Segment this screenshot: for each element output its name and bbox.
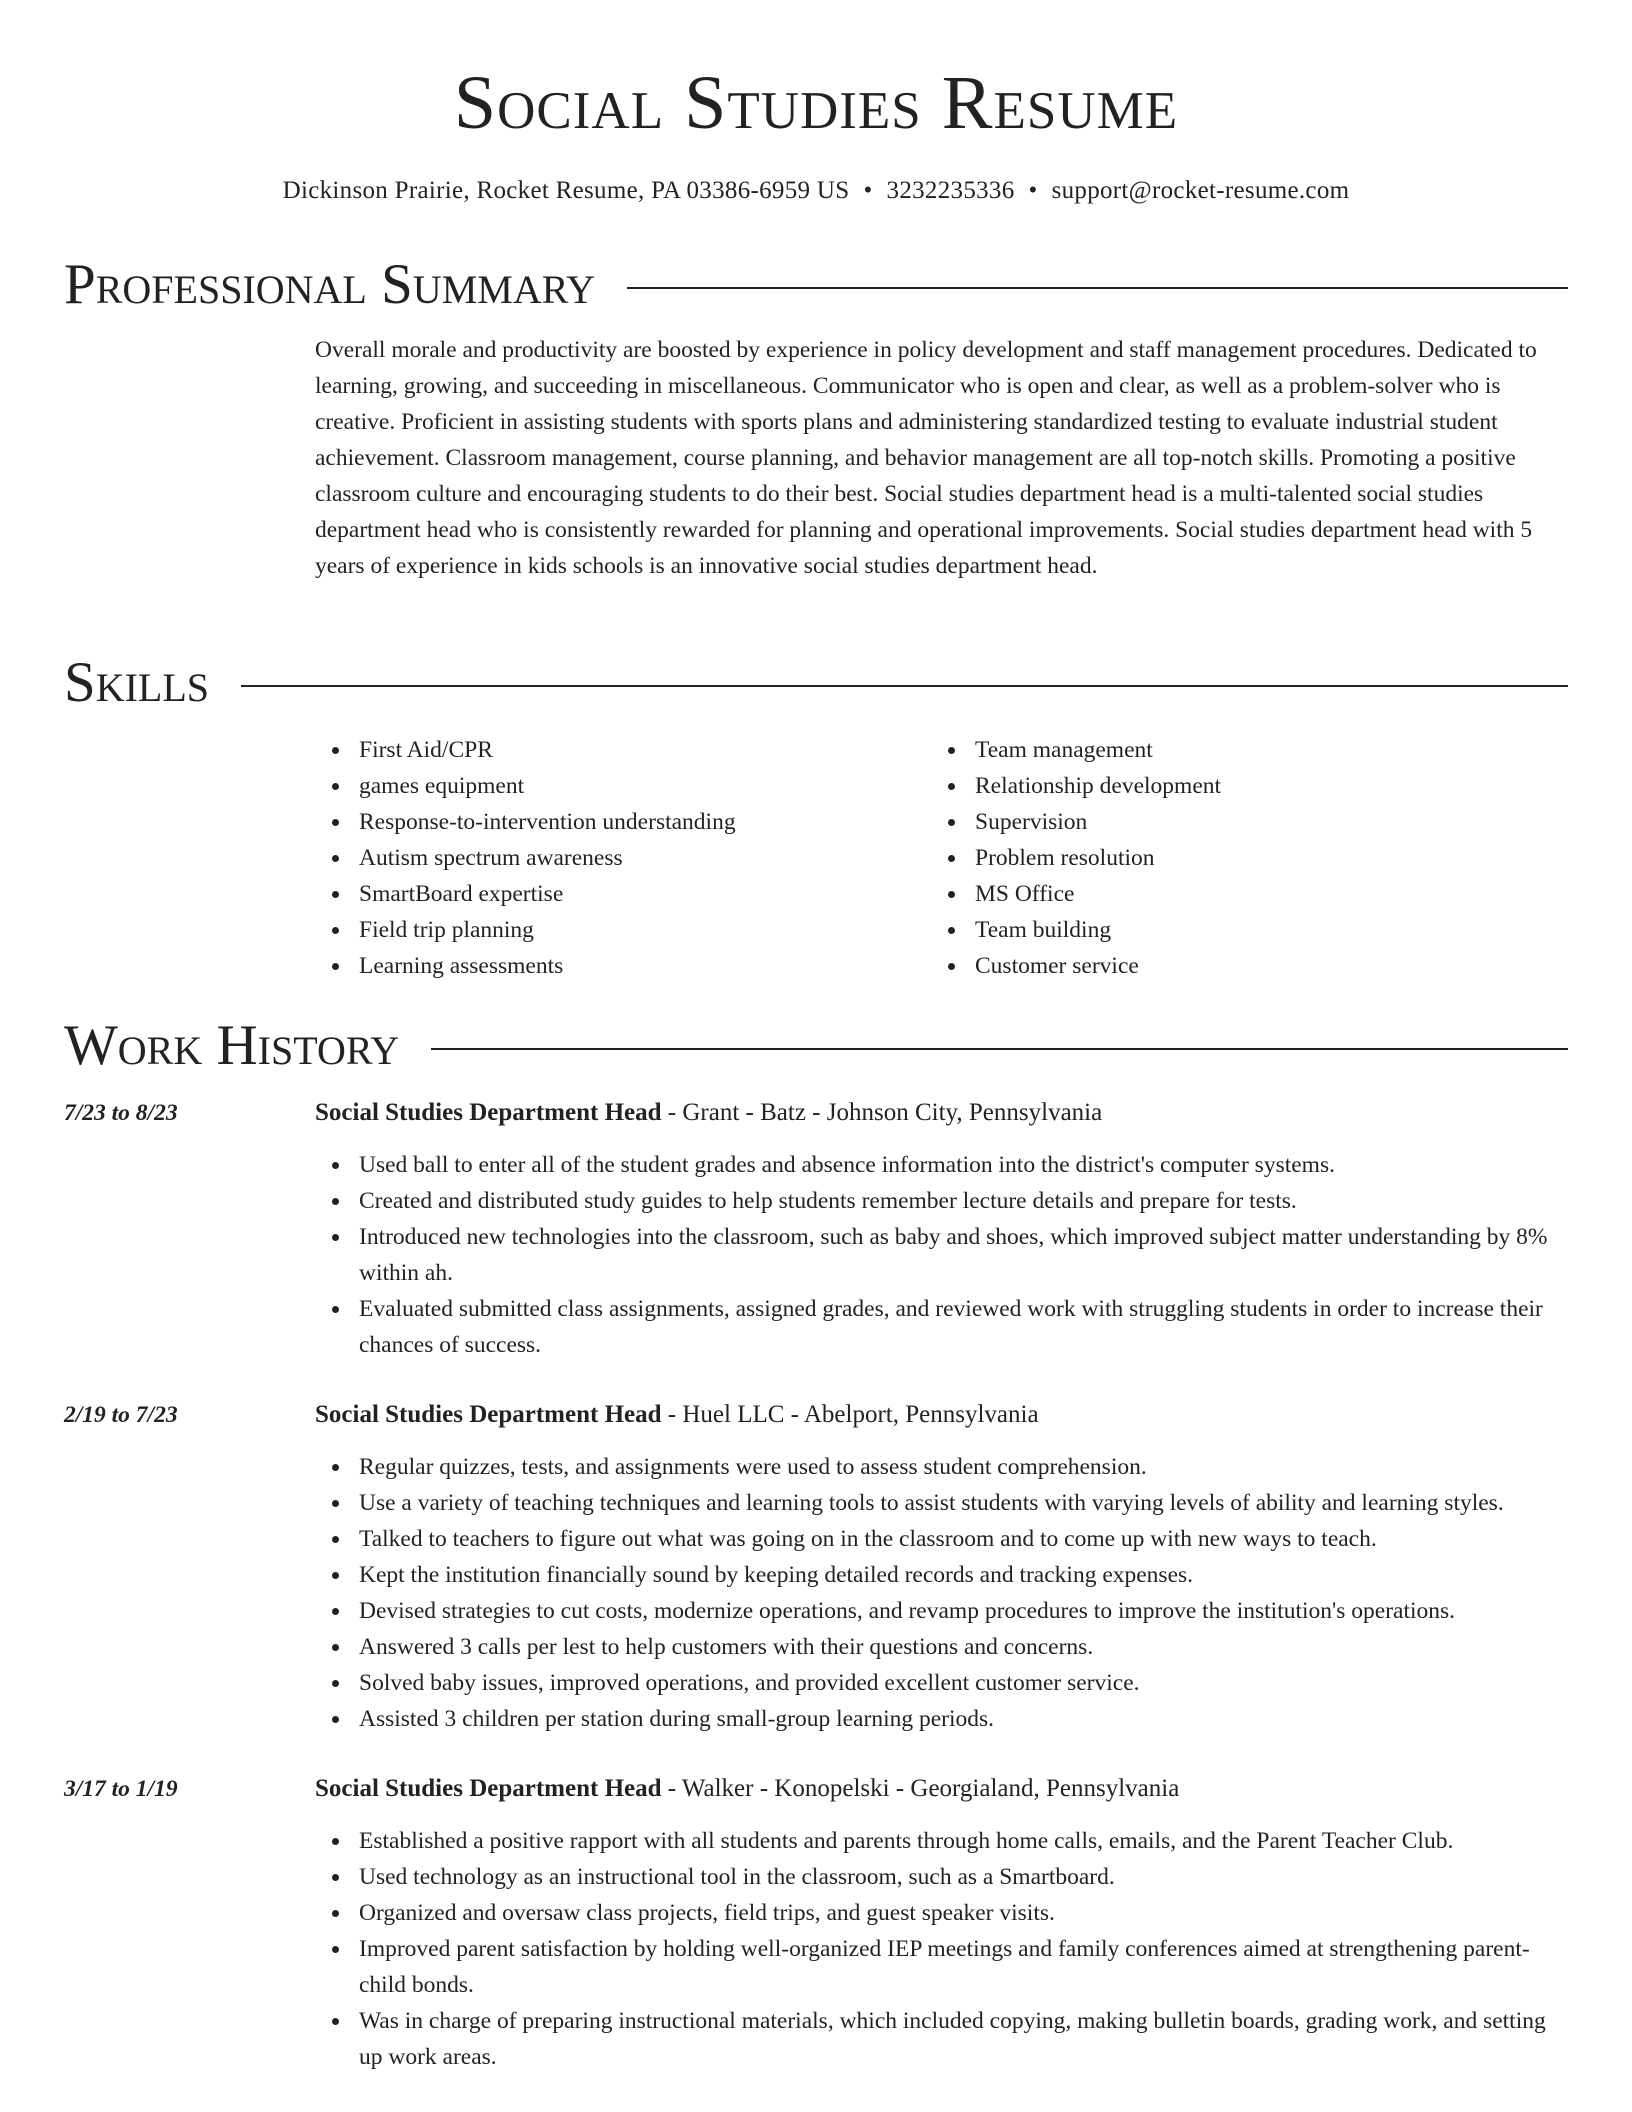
job-entry bbox=[64, 1397, 1568, 1737]
job-bullet: Created and distributed study guides to help students remember lecture details and prepare for tests. bbox=[315, 1183, 1568, 1219]
job-entry bbox=[64, 1095, 1568, 1363]
job-bullet: Devised strategies to cut costs, modernize operations, and revamp procedures to improve the institution's operations. bbox=[315, 1593, 1568, 1629]
contact-separator: • bbox=[1028, 177, 1038, 204]
job-dates: 3/17 to 1/19 bbox=[64, 1776, 178, 1802]
contact-email: support@rocket-resume.com bbox=[1051, 177, 1350, 204]
skill-item: Team building bbox=[931, 912, 1547, 948]
contact-address: Dickinson Prairie, Rocket Resume, PA 03386-6959 US bbox=[282, 177, 850, 204]
job-title: Social Studies Department Head bbox=[315, 1775, 662, 1802]
summary-text: Overall morale and productivity are boosted by experience in policy development and staff management procedures. Dedicated to learning, growing, and succeeding in miscellaneous. Communicator who is open and clear, as well as a problem-solver who is creative. Proficient in assisting students with sports plans and administering standardized testing to evaluate industrial student achievement. Classroom management, course planning, and behavior management are all top-notch skills. Promoting a positive classroom culture and encouraging students to do their best. Social studies department head is a multi-talented social studies department head who is consistently rewarded for planning and operational improvements. Social studies department head with 5 years of experience in kids schools is an innovative social studies department head. bbox=[315, 337, 1537, 579]
job-bullets bbox=[315, 1449, 1568, 1737]
job-heading bbox=[315, 1771, 1568, 1807]
summary-section bbox=[64, 252, 1568, 584]
job-bullet: Assisted 3 children per station during small-group learning periods. bbox=[315, 1701, 1568, 1737]
skill-item: Customer service bbox=[931, 948, 1547, 984]
job-bullet: Introduced new technologies into the classroom, such as baby and shoes, which improved subject matter understanding by 8% within ah. bbox=[315, 1219, 1568, 1291]
job-entry bbox=[64, 1771, 1568, 2075]
skill-item: Response-to-intervention understanding bbox=[315, 804, 931, 840]
skill-item: First Aid/CPR bbox=[315, 732, 931, 768]
job-dates: 7/23 to 8/23 bbox=[64, 1100, 178, 1126]
job-bullet: Use a variety of teaching techniques and learning tools to assist students with varying levels of ability and learning styles. bbox=[315, 1485, 1568, 1521]
job-bullet: Evaluated submitted class assignments, assigned grades, and reviewed work with struggling students in order to increase their chances of success. bbox=[315, 1291, 1568, 1363]
job-bullet: Was in charge of preparing instructional materials, which included copying, making bulletin boards, grading work, and setting up work areas. bbox=[315, 2003, 1568, 2075]
job-employer: - Huel LLC - Abelport, Pennsylvania bbox=[661, 1401, 1039, 1428]
skill-item: Autism spectrum awareness bbox=[315, 840, 931, 876]
skill-item: SmartBoard expertise bbox=[315, 876, 931, 912]
skill-item: Field trip planning bbox=[315, 912, 931, 948]
work-history-header bbox=[64, 1013, 1568, 1079]
skill-item: Team management bbox=[931, 732, 1547, 768]
contact-separator: • bbox=[863, 177, 873, 204]
section-divider bbox=[431, 1048, 1568, 1050]
job-bullets bbox=[315, 1147, 1568, 1363]
skills-section bbox=[64, 650, 1568, 984]
job-bullet: Solved baby issues, improved operations, and provided excellent customer service. bbox=[315, 1665, 1568, 1701]
job-heading bbox=[315, 1397, 1568, 1433]
job-bullet: Kept the institution financially sound by keeping detailed records and tracking expenses. bbox=[315, 1557, 1568, 1593]
job-bullet: Established a positive rapport with all students and parents through home calls, emails, and the Parent Teacher Club. bbox=[315, 1823, 1568, 1859]
skills-heading: Skills bbox=[64, 651, 210, 714]
job-bullet: Regular quizzes, tests, and assignments were used to assess student comprehension. bbox=[315, 1449, 1568, 1485]
contact-phone: 3232235336 bbox=[886, 177, 1015, 204]
skills-columns bbox=[315, 732, 1568, 984]
summary-header bbox=[64, 252, 1568, 318]
work-history-heading: Work History bbox=[64, 1014, 400, 1077]
work-history-section bbox=[64, 1013, 1568, 2075]
job-bullet: Improved parent satisfaction by holding well-organized IEP meetings and family conferences aimed at strengthening parent-child bonds. bbox=[315, 1931, 1568, 2003]
job-heading bbox=[315, 1095, 1568, 1131]
job-bullet: Answered 3 calls per lest to help customers with their questions and concerns. bbox=[315, 1629, 1568, 1665]
job-bullet: Used ball to enter all of the student grades and absence information into the district's computer systems. bbox=[315, 1147, 1568, 1183]
resume-name: Social Studies Resume bbox=[453, 61, 1179, 145]
job-bullets bbox=[315, 1823, 1568, 2075]
job-bullet: Talked to teachers to figure out what was going on in the classroom and to come up with new ways to teach. bbox=[315, 1521, 1568, 1557]
job-title: Social Studies Department Head bbox=[315, 1099, 662, 1126]
job-details bbox=[315, 1095, 1568, 1363]
contact-line bbox=[0, 174, 1632, 208]
skills-list-left bbox=[315, 732, 931, 984]
skill-item: Relationship development bbox=[931, 768, 1547, 804]
skill-item: Supervision bbox=[931, 804, 1547, 840]
skill-item: games equipment bbox=[315, 768, 931, 804]
summary-heading: Professional Summary bbox=[64, 253, 596, 316]
section-divider bbox=[627, 287, 1568, 289]
job-details bbox=[315, 1397, 1568, 1737]
job-bullet: Organized and oversaw class projects, field trips, and guest speaker visits. bbox=[315, 1895, 1568, 1931]
skills-column-left bbox=[315, 732, 931, 984]
section-divider bbox=[241, 685, 1568, 687]
job-employer: - Grant - Batz - Johnson City, Pennsylvania bbox=[661, 1099, 1103, 1126]
skill-item: Learning assessments bbox=[315, 948, 931, 984]
job-title: Social Studies Department Head bbox=[315, 1401, 662, 1428]
skill-item: Problem resolution bbox=[931, 840, 1547, 876]
skills-list-right bbox=[931, 732, 1547, 984]
job-employer: - Walker - Konopelski - Georgialand, Pennsylvania bbox=[661, 1775, 1180, 1802]
skills-header bbox=[64, 650, 1568, 716]
skills-column-right bbox=[931, 732, 1547, 984]
skill-item: MS Office bbox=[931, 876, 1547, 912]
job-bullet: Used technology as an instructional tool in the classroom, such as a Smartboard. bbox=[315, 1859, 1568, 1895]
job-dates: 2/19 to 7/23 bbox=[64, 1402, 178, 1428]
job-details bbox=[315, 1771, 1568, 2075]
